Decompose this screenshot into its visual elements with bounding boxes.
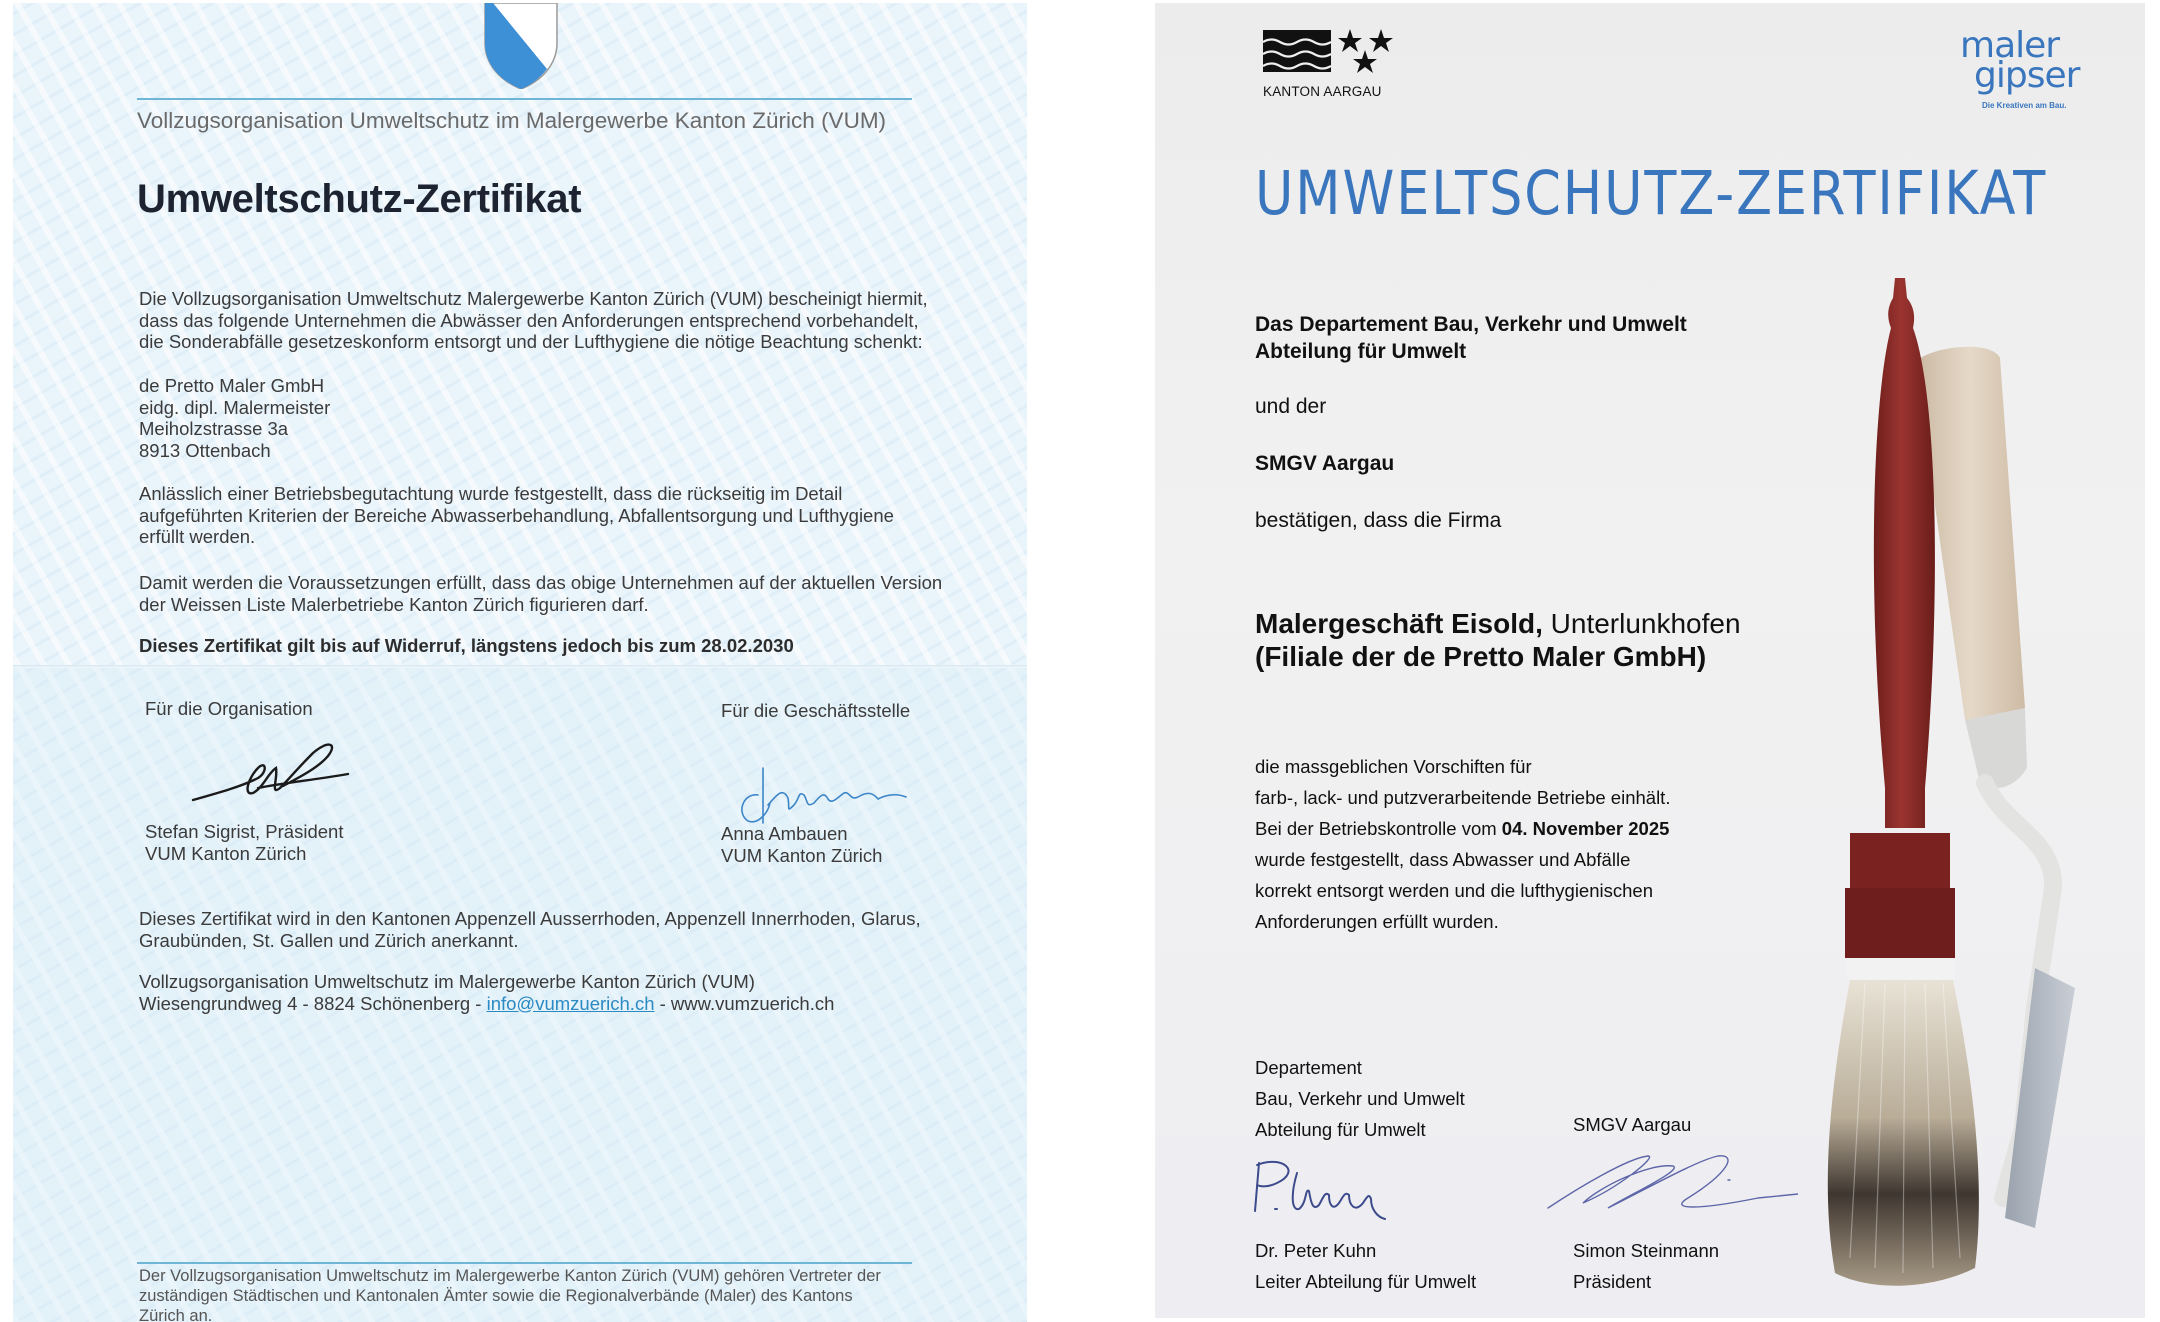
confirm-text: bestätigen, dass die Firma (1255, 509, 1502, 532)
intro-line: dass das folgende Unternehmen die Abwässer den Anforderungen entsprechend vorbehandelt, (139, 309, 919, 331)
inspection-date: 04. November 2025 (1501, 818, 1670, 839)
kanton-aargau-logo (1263, 28, 1398, 99)
maler-gipser-logo (1960, 25, 2100, 110)
certificate-title: Umweltschutz-Zertifikat (137, 177, 582, 221)
signatory-label-organisation: Für die Organisation (145, 698, 313, 719)
zurich-shield-icon (483, 3, 559, 89)
signature-kuhn-icon (1247, 1153, 1417, 1228)
website-text: - www.vumzuerich.ch (654, 992, 835, 1014)
logo-gipser: gipser (1974, 55, 2080, 96)
recognition-paragraph (139, 908, 921, 951)
department-block (1255, 1052, 1465, 1145)
logo-maler: maler (1960, 25, 2060, 66)
footnote (139, 1266, 881, 1322)
compliance-line: wurde festgestellt, dass Abwasser und Abfälle (1255, 849, 1631, 870)
company-line (1255, 607, 1741, 640)
signatory-name: Stefan Sigrist, Präsident (145, 821, 344, 842)
footer-rule (137, 1262, 912, 1264)
listing-paragraph (139, 572, 942, 615)
intro-paragraph (139, 288, 928, 353)
issuer-line: Abteilung für Umwelt (1255, 340, 1467, 363)
signatory-org: VUM Kanton Zürich (721, 844, 883, 866)
contact-line (139, 993, 834, 1015)
contact-org: Vollzugsorganisation Umweltschutz im Malergewerbe Kanton Zürich (VUM) (139, 971, 755, 992)
inspection-line: Anlässlich einer Betriebsbegutachtung wurde festgestellt, dass die rückseitig im Detail (139, 483, 843, 504)
company-address (139, 375, 330, 461)
footnote-line: Der Vollzugsorganisation Umweltschutz im Malergewerbe Kanton Zürich (VUM) gehören Vertreter der (139, 1267, 881, 1285)
smgv-label: SMGV Aargau (1573, 1114, 1692, 1135)
signatory-name: Simon Steinmann (1573, 1240, 1720, 1261)
inspection-intro: Bei der Betriebskontrolle vom (1255, 818, 1502, 839)
signatory-name: Dr. Peter Kuhn (1255, 1240, 1377, 1261)
signatory-kuhn (1255, 1235, 1476, 1297)
company-name: de Pretto Maler GmbH (139, 375, 325, 396)
compliance-paragraph (1255, 751, 1670, 937)
recognition-line: Graubünden, St. Gallen und Zürich anerkannt. (139, 929, 519, 951)
header-rule (137, 98, 912, 100)
aargau-certificate (1155, 3, 2145, 1318)
inspection-paragraph (139, 483, 894, 548)
signature-sigrist-icon (188, 738, 358, 808)
contact-address: Wiesengrundweg 4 - 8824 Schönenberg - (139, 992, 487, 1014)
footnote-line: Zürich an. (139, 1307, 213, 1322)
company-location: Unterlunkhofen (1542, 608, 1741, 639)
intro-line: die Sonderabfälle gesetzeskonform entsorgt und der Lufthygiene die nötige Beachtung schenkt: (139, 331, 923, 352)
signatory-label-office: Für die Geschäftsstelle (721, 700, 911, 721)
signatory-ambauen (721, 823, 882, 866)
compliance-line: Anforderungen erfüllt wurden. (1255, 911, 1499, 932)
company-title: eidg. dipl. Malermeister (139, 396, 331, 418)
signature-steinmann-icon (1538, 1148, 1798, 1223)
dept-line: Abteilung für Umwelt (1255, 1119, 1426, 1140)
company-branch: (Filiale der de Pretto Maler GmbH) (1255, 641, 1707, 672)
signatory-role: Präsident (1573, 1271, 1652, 1292)
paper-fold-line (13, 665, 1027, 668)
company-name: Malergeschäft Eisold, (1255, 608, 1543, 639)
vum-certificate (13, 3, 1027, 1322)
certificate-title: UMWELTSCHUTZ-ZERTIFIKAT (1255, 158, 2048, 229)
company-city: 8913 Ottenbach (139, 439, 271, 461)
footnote-line: zuständigen Städtischen und Kantonalen Ämter sowie die Regionalverbände (Maler) des Kantons (139, 1287, 853, 1305)
listing-line: Damit werden die Voraussetzungen erfüllt, dass das obige Unternehmen auf der aktuellen Version (139, 572, 943, 593)
issuer-line: Das Departement Bau, Verkehr und Umwelt (1255, 313, 1687, 336)
und-der-text: und der (1255, 395, 1327, 418)
contact-block (139, 971, 834, 1014)
validity-statement: Dieses Zertifikat gilt bis auf Widerruf, längstens jedoch bis zum 28.02.2030 (139, 635, 794, 656)
signatory-steinmann (1573, 1235, 1719, 1297)
email-link[interactable]: info@vumzuerich.ch (486, 992, 655, 1014)
compliance-line (1255, 813, 1670, 844)
logo-tagline: Die Kreativen am Bau. (1982, 101, 2067, 110)
listing-line: der Weissen Liste Malerbetriebe Kanton Zürich figurieren darf. (139, 593, 649, 615)
signatory-role: Leiter Abteilung für Umwelt (1255, 1271, 1477, 1292)
compliance-line: korrekt entsorgt werden und die lufthygienischen (1255, 880, 1653, 901)
recognition-line: Dieses Zertifikat wird in den Kantonen Appenzell Ausserrhoden, Appenzell Innerrhoden, Glarus, (139, 908, 921, 929)
compliance-line: farb-, lack- und putzverarbeitende Betriebe einhält. (1255, 787, 1671, 808)
organisation-header: Vollzugsorganisation Umweltschutz im Malergewerbe Kanton Zürich (VUM) (137, 108, 887, 133)
signatory-name: Anna Ambauen (721, 823, 848, 844)
inspection-line: erfüllt werden. (139, 526, 256, 547)
association-name: SMGV Aargau (1255, 452, 1395, 475)
dept-line: Departement (1255, 1057, 1362, 1078)
signatory-sigrist (145, 821, 343, 864)
kanton-aargau-label: KANTON AARGAU (1263, 84, 1382, 99)
signatory-org: VUM Kanton Zürich (145, 842, 307, 864)
inspection-line: aufgeführten Kriterien der Bereiche Abwasserbehandlung, Abfallentsorgung und Lufthygiene (139, 504, 894, 526)
compliance-line: die massgeblichen Vorschiften für (1255, 756, 1532, 777)
dept-line: Bau, Verkehr und Umwelt (1255, 1088, 1465, 1109)
intro-line: Die Vollzugsorganisation Umweltschutz Malergewerbe Kanton Zürich (VUM) bescheinigt hiermit, (139, 288, 928, 309)
certified-company (1255, 607, 1741, 673)
issuer-department (1255, 311, 1687, 365)
company-street: Meiholzstrasse 3a (139, 418, 289, 439)
aargau-coat-of-arms-icon (1263, 28, 1398, 76)
